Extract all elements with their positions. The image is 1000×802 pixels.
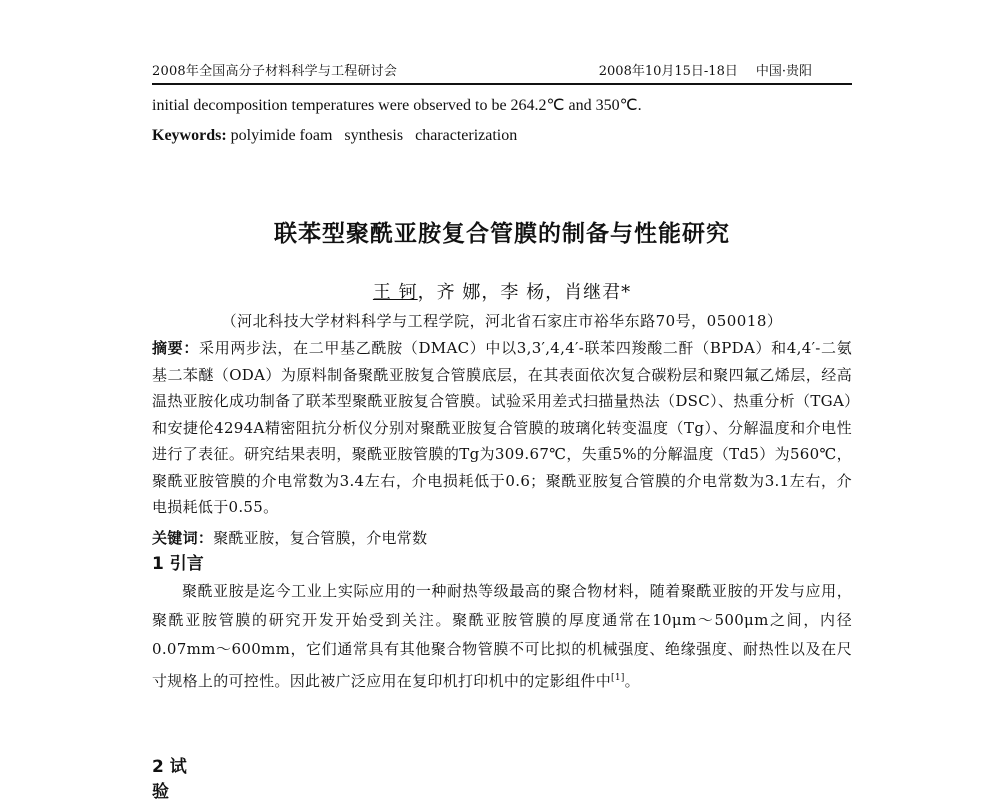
affiliation: （河北科技大学材料科学与工程学院，河北省石家庄市裕华东路70号，050018） (221, 312, 783, 330)
next-section-heading-partial: 2 试验 (152, 757, 187, 802)
english-keywords (152, 121, 852, 151)
abstract (152, 335, 852, 521)
section-heading: 1 引言 (152, 554, 204, 574)
header-location: 中国·贵阳 (755, 64, 812, 79)
intro-paragraph (152, 577, 852, 696)
keywords-label: 关键词： (152, 528, 214, 547)
other-authors: ，齐 娜，李 杨，肖继君* (417, 282, 632, 303)
paper-title: 联苯型聚酰亚胺复合管膜的制备与性能研究 (274, 221, 730, 247)
header-date: 2008年10月15日-18日 (598, 64, 738, 79)
author-list (152, 278, 852, 304)
abstract-label: 摘要： (152, 339, 200, 357)
header-right (599, 60, 852, 79)
intro-text: 聚酰亚胺是迄今工业上实际应用的一种耐热等级最高的聚合物材料，随着聚酰亚胺的开发与应用，聚酰亚胺管膜的研究开发开始受到关注。聚酰亚胺管膜的厚度通常在10μm～500μm之间，内径0.07mm～600mm，它们通常具有其他聚合物管膜不可比拟的机械强度、绝缘强度、耐热性以及在尺寸规格上的可控性。因此被广泛应用在复印机打印机中的定影组件中 (152, 582, 852, 690)
english-keywords-label: Keywords: (152, 127, 227, 144)
citation-ref: [1] (611, 673, 625, 683)
first-author: 王 钶 (372, 282, 418, 303)
abstract-text: 采用两步法，在二甲基乙酰胺（DMAC）中以3,3′,4,4′-联苯四羧酸二酐（BPDA）和4,4′-二氨基二苯醚（ODA）为原料制备聚酰亚胺复合管膜底层，在其表面依次复合碳粉层和聚四氟乙烯层，经高温热亚胺化成功制备了联苯型聚酰亚胺复合管膜。试验采用差式扫描量热法（DSC）、热重分析（TGA）和安捷伦4294A精密阻抗分析仪分别对聚酰亚胺复合管膜的玻璃化转变温度（Tg）、分解温度和介电性进行了表征。研究结果表明，聚酰亚胺管膜的Tg为309.67℃，失重5%的分解温度（Td5）为560℃，聚酰亚胺管膜的介电常数为3.4左右，介电损耗低于0.6；聚酰亚胺复合管膜的介电常数为3.1左右，介电损耗低于0.55。 (152, 339, 852, 516)
keywords-text: 聚酰亚胺，复合管膜，介电常数 (213, 528, 428, 547)
english-decomposition-line: initial decomposition temperatures were observed to be 264.2℃ and 350℃. (152, 97, 642, 114)
english-keywords-value: polyimide foam synthesis characterization (230, 127, 518, 144)
page-header (152, 60, 852, 85)
paper-page (152, 60, 852, 696)
intro-end: 。 (624, 672, 640, 690)
header-venue: 2008年全国高分子材料科学与工程研讨会 (152, 64, 398, 79)
keywords (152, 525, 852, 552)
